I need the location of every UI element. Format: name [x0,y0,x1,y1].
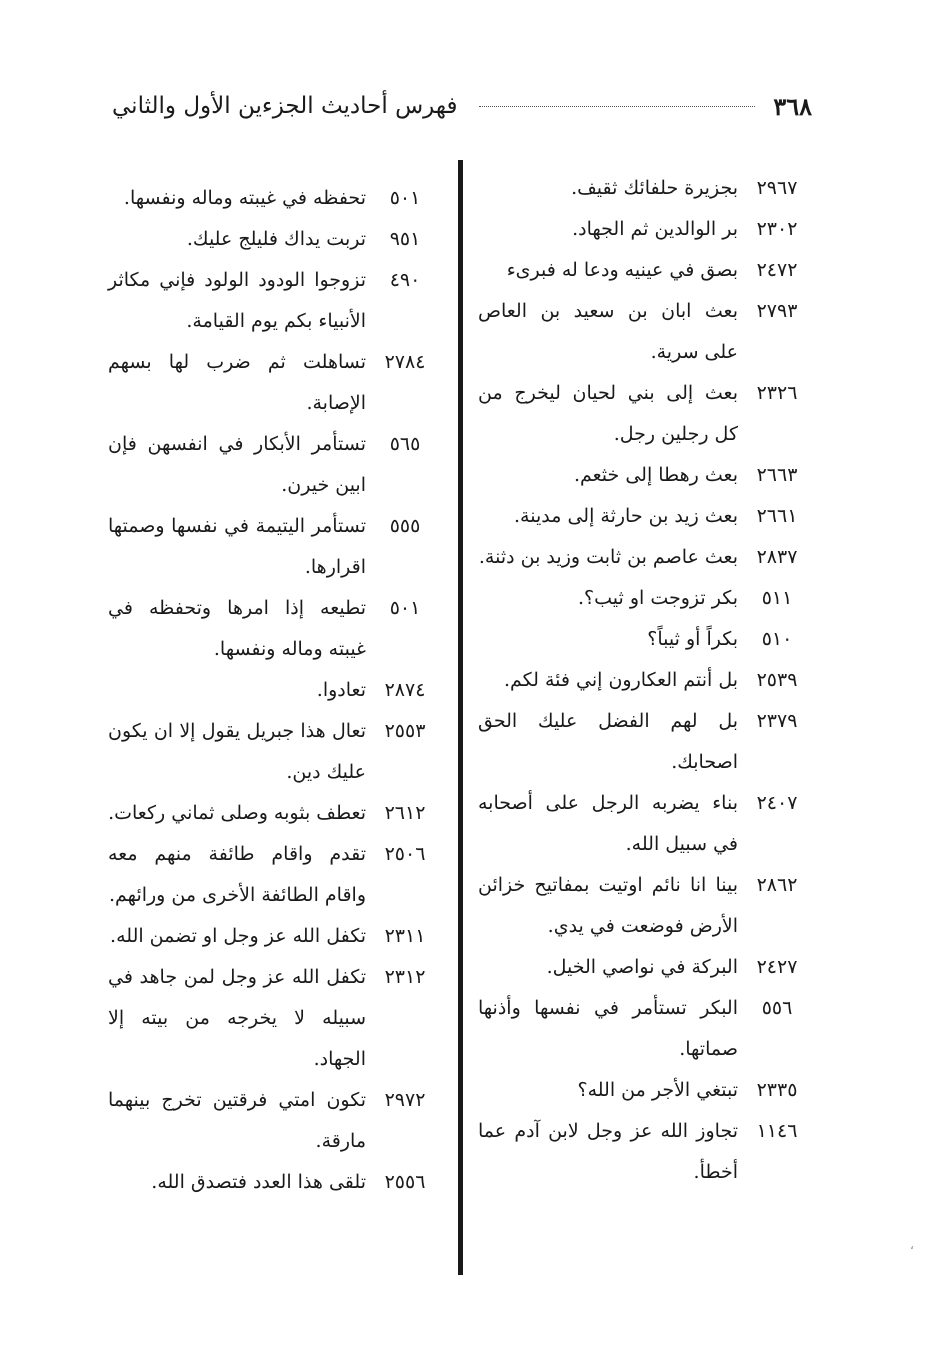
index-column-left [108,178,444,1203]
index-entry [478,783,816,865]
header-dotted-rule [479,106,755,107]
index-entry [108,1080,444,1162]
hadith-number: ٢٣١١ [384,925,426,947]
hadith-text: بكر تزوجت او ثيب؟. [578,587,738,609]
index-entry [478,701,816,783]
index-entry [478,168,816,209]
hadith-text: تجاوز الله عز وجل لابن آدم عما أخطأ. [478,1120,738,1183]
hadith-text: البركة في نواصي الخيل. [546,956,738,978]
hadith-number: ٢٥٥٣ [384,720,426,742]
hadith-text: تكفل الله عز وجل او تضمن الله. [110,925,366,947]
index-entry [108,506,444,588]
hadith-text: تستأمر الأبكار في انفسهن فإن ابين خيرن. [108,433,366,496]
hadith-text: تلقى هذا العدد فتصدق الله. [151,1171,366,1193]
index-entry [478,619,816,660]
index-entry [108,178,444,219]
index-entry [108,260,444,342]
index-entry [478,947,816,988]
hadith-text: بل أنتم العكارون إني فئة لكم. [503,669,738,691]
hadith-text: تساهلت ثم ضرب لها بسهم الإصابة. [108,351,366,414]
margin-mark: ، [910,1238,914,1252]
hadith-number: ٢٦٦١ [756,505,798,527]
hadith-text: بصق في عينيه ودعا له فبرىء [506,259,738,281]
hadith-number: ٢٦١٢ [384,802,426,824]
hadith-number: ٢٩٦٧ [756,177,798,199]
hadith-text: تكفل الله عز وجل لمن جاهد في سبيله لا يخرجه من بيته إلا الجهاد. [108,966,366,1070]
hadith-text: بعث ابان بن سعيد بن العاص على سرية. [478,300,738,363]
hadith-number: ٢٣٣٥ [756,1079,798,1101]
index-entry [478,496,816,537]
hadith-text: تعطف بثوبه وصلى ثماني ركعات. [108,802,366,824]
hadith-text: بعث عاصم بن ثابت وزيد بن دثنة. [478,546,738,568]
hadith-number: ٥٦٥ [389,433,421,455]
hadith-number: ٢٥٥٦ [384,1171,426,1193]
hadith-number: ٢٦٦٣ [756,464,798,486]
index-entry [478,578,816,619]
hadith-number: ٢٥٣٩ [756,669,798,691]
index-entry [108,711,444,793]
index-entry [478,865,816,947]
index-entry [478,291,816,373]
hadith-text: بعث إلى بني لحيان ليخرج من كل رجلين رجل. [478,382,738,445]
hadith-text: بعث رهطا إلى خثعم. [573,464,738,486]
index-entry [478,988,816,1070]
hadith-text: تزوجوا الودود الولود فإني مكاثر الأنبياء بكم يوم القيامة. [108,269,366,332]
hadith-text: بينا انا نائم اوتيت بمفاتيح خزائن الأرض فوضعت في يدي. [478,874,738,937]
hadith-number: ٢٤٠٧ [756,792,798,814]
hadith-number: ٢٣١٢ [384,966,426,988]
hadith-text: البكر تستأمر في نفسها وأذنها صماتها. [478,997,738,1060]
hadith-number: ٤٩٠ [389,269,421,291]
index-entry [108,219,444,260]
hadith-number: ٢٣٧٩ [756,710,798,732]
hadith-number: ٥١٠ [761,628,793,650]
hadith-number: ٥١١ [761,587,793,609]
hadith-number: ٩٥١ [389,228,421,250]
hadith-number: ٢٩٧٢ [384,1089,426,1111]
hadith-number: ٥٠١ [389,597,421,619]
hadith-number: ٢٣٢٦ [756,382,798,404]
hadith-text: تربت يداك فليلج عليك. [186,228,366,250]
hadith-number: ٥٠١ [389,187,421,209]
hadith-number: ٢٣٠٢ [756,218,798,240]
index-entry [108,424,444,506]
index-entry [108,588,444,670]
page-title: فهرس أحاديث الجزءين الأول والثاني [112,93,458,119]
hadith-text: تقدم واقام طائفة منهم معه واقام الطائفة الأخرى من ورائهم. [108,843,366,906]
hadith-number: ٢٨٧٤ [384,679,426,701]
hadith-number: ٢٤٧٢ [756,259,798,281]
index-entry [108,834,444,916]
index-column-right [478,168,816,1193]
index-entry [478,455,816,496]
page-number: ٣٦٨ [773,91,812,121]
index-entry [478,1111,816,1193]
hadith-text: بر الوالدين ثم الجهاد. [572,218,738,240]
index-entry [108,1162,444,1203]
hadith-text: بناء يضربه الرجل على أصحابه في سبيل الله. [478,792,738,855]
index-entry [478,660,816,701]
hadith-text: بكراً أو ثيباً؟ [647,628,738,650]
hadith-number: ٢٧٨٤ [384,351,426,373]
index-entry [478,209,816,250]
index-entry [478,537,816,578]
hadith-number: ٥٥٦ [761,997,793,1019]
hadith-number: ٥٥٥ [389,515,421,537]
hadith-text: بعث زيد بن حارثة إلى مدينة. [514,505,738,527]
hadith-number: ١١٤٦ [756,1120,798,1142]
hadith-number: ٢٤٢٧ [756,956,798,978]
hadith-text: تحفظه في غيبته وماله ونفسها. [123,187,366,209]
column-divider [458,160,463,1275]
hadith-number: ٢٥٠٦ [384,843,426,865]
hadith-text: تعال هذا جبريل يقول إلا ان يكون عليك دين. [108,720,366,783]
index-entry [108,957,444,1080]
index-entry [108,793,444,834]
index-entry [108,342,444,424]
hadith-number: ٢٧٩٣ [756,300,798,322]
index-entry [478,1070,816,1111]
hadith-number: ٢٨٦٢ [756,874,798,896]
hadith-number: ٢٨٣٧ [756,546,798,568]
index-entry [478,373,816,455]
hadith-text: تستأمر اليتيمة في نفسها وصمتها اقرارها. [108,515,366,578]
hadith-text: تكون امتي فرقتين تخرج بينهما مارقة. [108,1089,366,1152]
page-header [112,86,812,126]
index-entry [108,670,444,711]
hadith-text: تطيعه إذا امرها وتحفظه في غيبته وماله ونفسها. [108,597,366,660]
hadith-text: تعادوا. [316,679,366,701]
hadith-text: بجزيرة حلفائك ثقيف. [571,177,738,199]
index-entry [108,916,444,957]
index-entry [478,250,816,291]
hadith-text: بل لهم الفضل عليك الحق اصحابك. [478,710,738,773]
hadith-text: تبتغي الأجر من الله؟ [577,1079,738,1101]
